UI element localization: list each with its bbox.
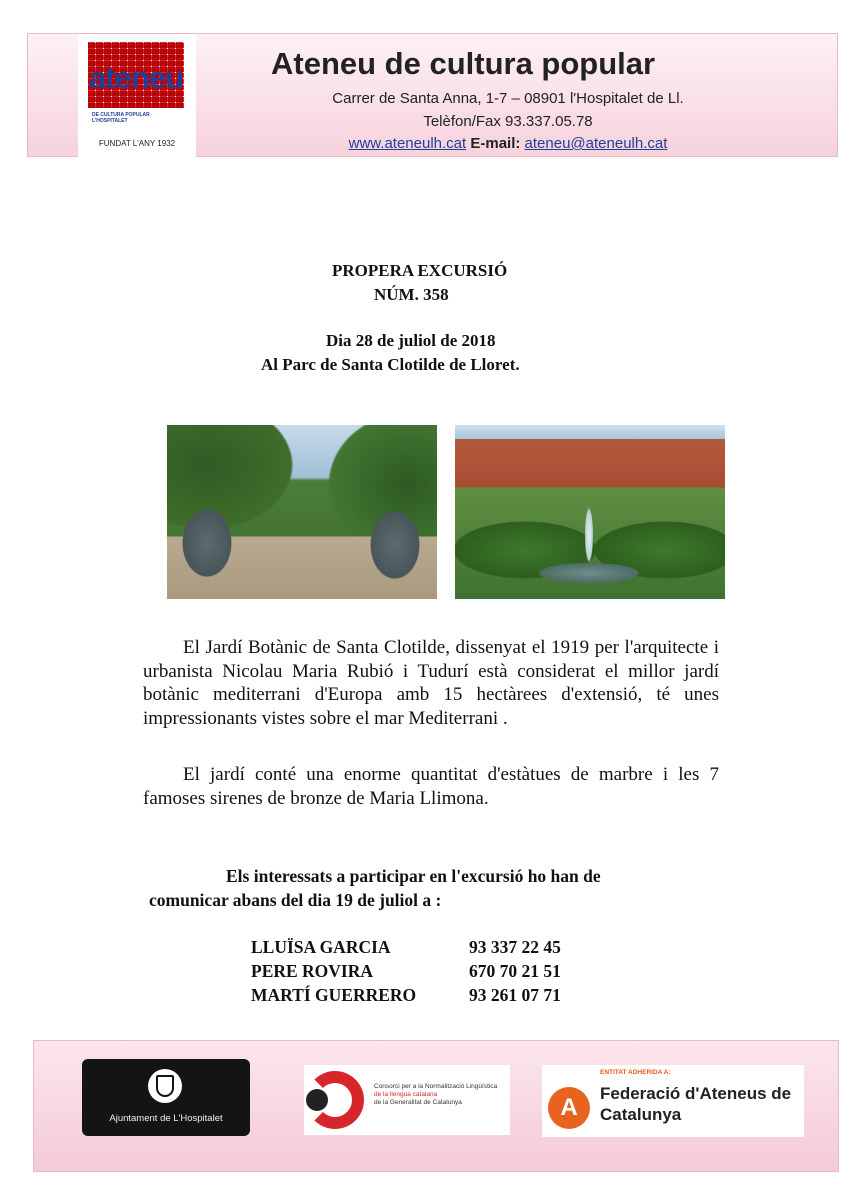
contact-links bbox=[188, 135, 828, 152]
contact-phone: 93 261 07 71 bbox=[469, 985, 561, 1005]
description-paragraph-1: El Jardí Botànic de Santa Clotilde, dissenyat el 1919 per l'arquitecte i urbanista Nicolau Maria Rubió i Tudurí està considerat el millor jardí botànic mediterrani d'Europa amb 15 hectàrees d'extensió, té unes impressionants vistes sobre el mar Mediterrani . bbox=[143, 637, 719, 729]
ajuntament-logo bbox=[82, 1059, 250, 1136]
logo-word: ateneu bbox=[89, 60, 183, 95]
contact-name: LLUÏSA GARCIA bbox=[251, 937, 391, 957]
email-label: E-mail: bbox=[470, 135, 521, 152]
cpnl-text: Consorci per a la Normalització Lingüística de la llengua catalana de la Generalitat de Catalunya bbox=[374, 1083, 498, 1106]
contact-list bbox=[251, 937, 651, 1009]
event-date: Dia 28 de juliol de 2018 bbox=[326, 331, 496, 350]
contact-name: PERE ROVIRA bbox=[251, 961, 374, 981]
federacio-tag: ENTITAT ADHERIDA A: bbox=[600, 1069, 671, 1076]
garden-photo-statues bbox=[167, 425, 437, 599]
ajuntament-label: Ajuntament de L'Hospitalet bbox=[109, 1113, 223, 1124]
federacio-name: Federació d'Ateneus de Catalunya bbox=[600, 1084, 792, 1124]
contact-row bbox=[251, 985, 651, 1009]
crest-icon bbox=[148, 1069, 182, 1103]
event-heading: PROPERA EXCURSIÓ bbox=[332, 261, 508, 280]
contact-row bbox=[251, 937, 651, 961]
event-number: NÚM. 358 bbox=[374, 285, 449, 304]
ateneu-logo bbox=[78, 34, 196, 158]
contact-name: MARTÍ GUERRERO bbox=[251, 985, 417, 1005]
org-phone: Telèfon/Fax 93.337.05.78 bbox=[423, 113, 593, 130]
garden-photo-fountain bbox=[455, 425, 725, 599]
footer-banner bbox=[33, 1040, 839, 1172]
description-paragraph-2: El jardí conté una enorme quantitat d'estàtues de marbre i les 7 famoses sirenes de bronze de Maria Llimona. bbox=[143, 764, 719, 809]
email-link[interactable]: ateneu@ateneulh.cat bbox=[524, 135, 668, 152]
contact-row bbox=[251, 961, 651, 985]
registration-line-1: Els interessats a participar en l'excursió ho han de bbox=[226, 866, 601, 886]
cpnl-logo bbox=[304, 1065, 510, 1135]
contact-phone: 670 70 21 51 bbox=[469, 961, 561, 981]
federacio-logo bbox=[542, 1065, 804, 1137]
org-name: Ateneu de cultura popular bbox=[271, 46, 656, 81]
event-place: Al Parc de Santa Clotilde de Lloret. bbox=[261, 355, 520, 374]
logo-subtitle: DE CULTURA POPULAR L'HOSPITALET bbox=[92, 112, 150, 124]
org-address: Carrer de Santa Anna, 1-7 – 08901 l'Hospitalet de Ll. bbox=[332, 90, 684, 107]
logo-founded: FUNDAT L'ANY 1932 bbox=[98, 139, 176, 148]
federacio-a-icon: A bbox=[548, 1087, 590, 1129]
header-banner bbox=[27, 33, 838, 157]
cpnl-dot-icon bbox=[306, 1089, 328, 1111]
registration-line-2: comunicar abans del dia 19 de juliol a : bbox=[149, 890, 442, 910]
website-link[interactable]: www.ateneulh.cat bbox=[348, 135, 467, 152]
contact-phone: 93 337 22 45 bbox=[469, 937, 561, 957]
